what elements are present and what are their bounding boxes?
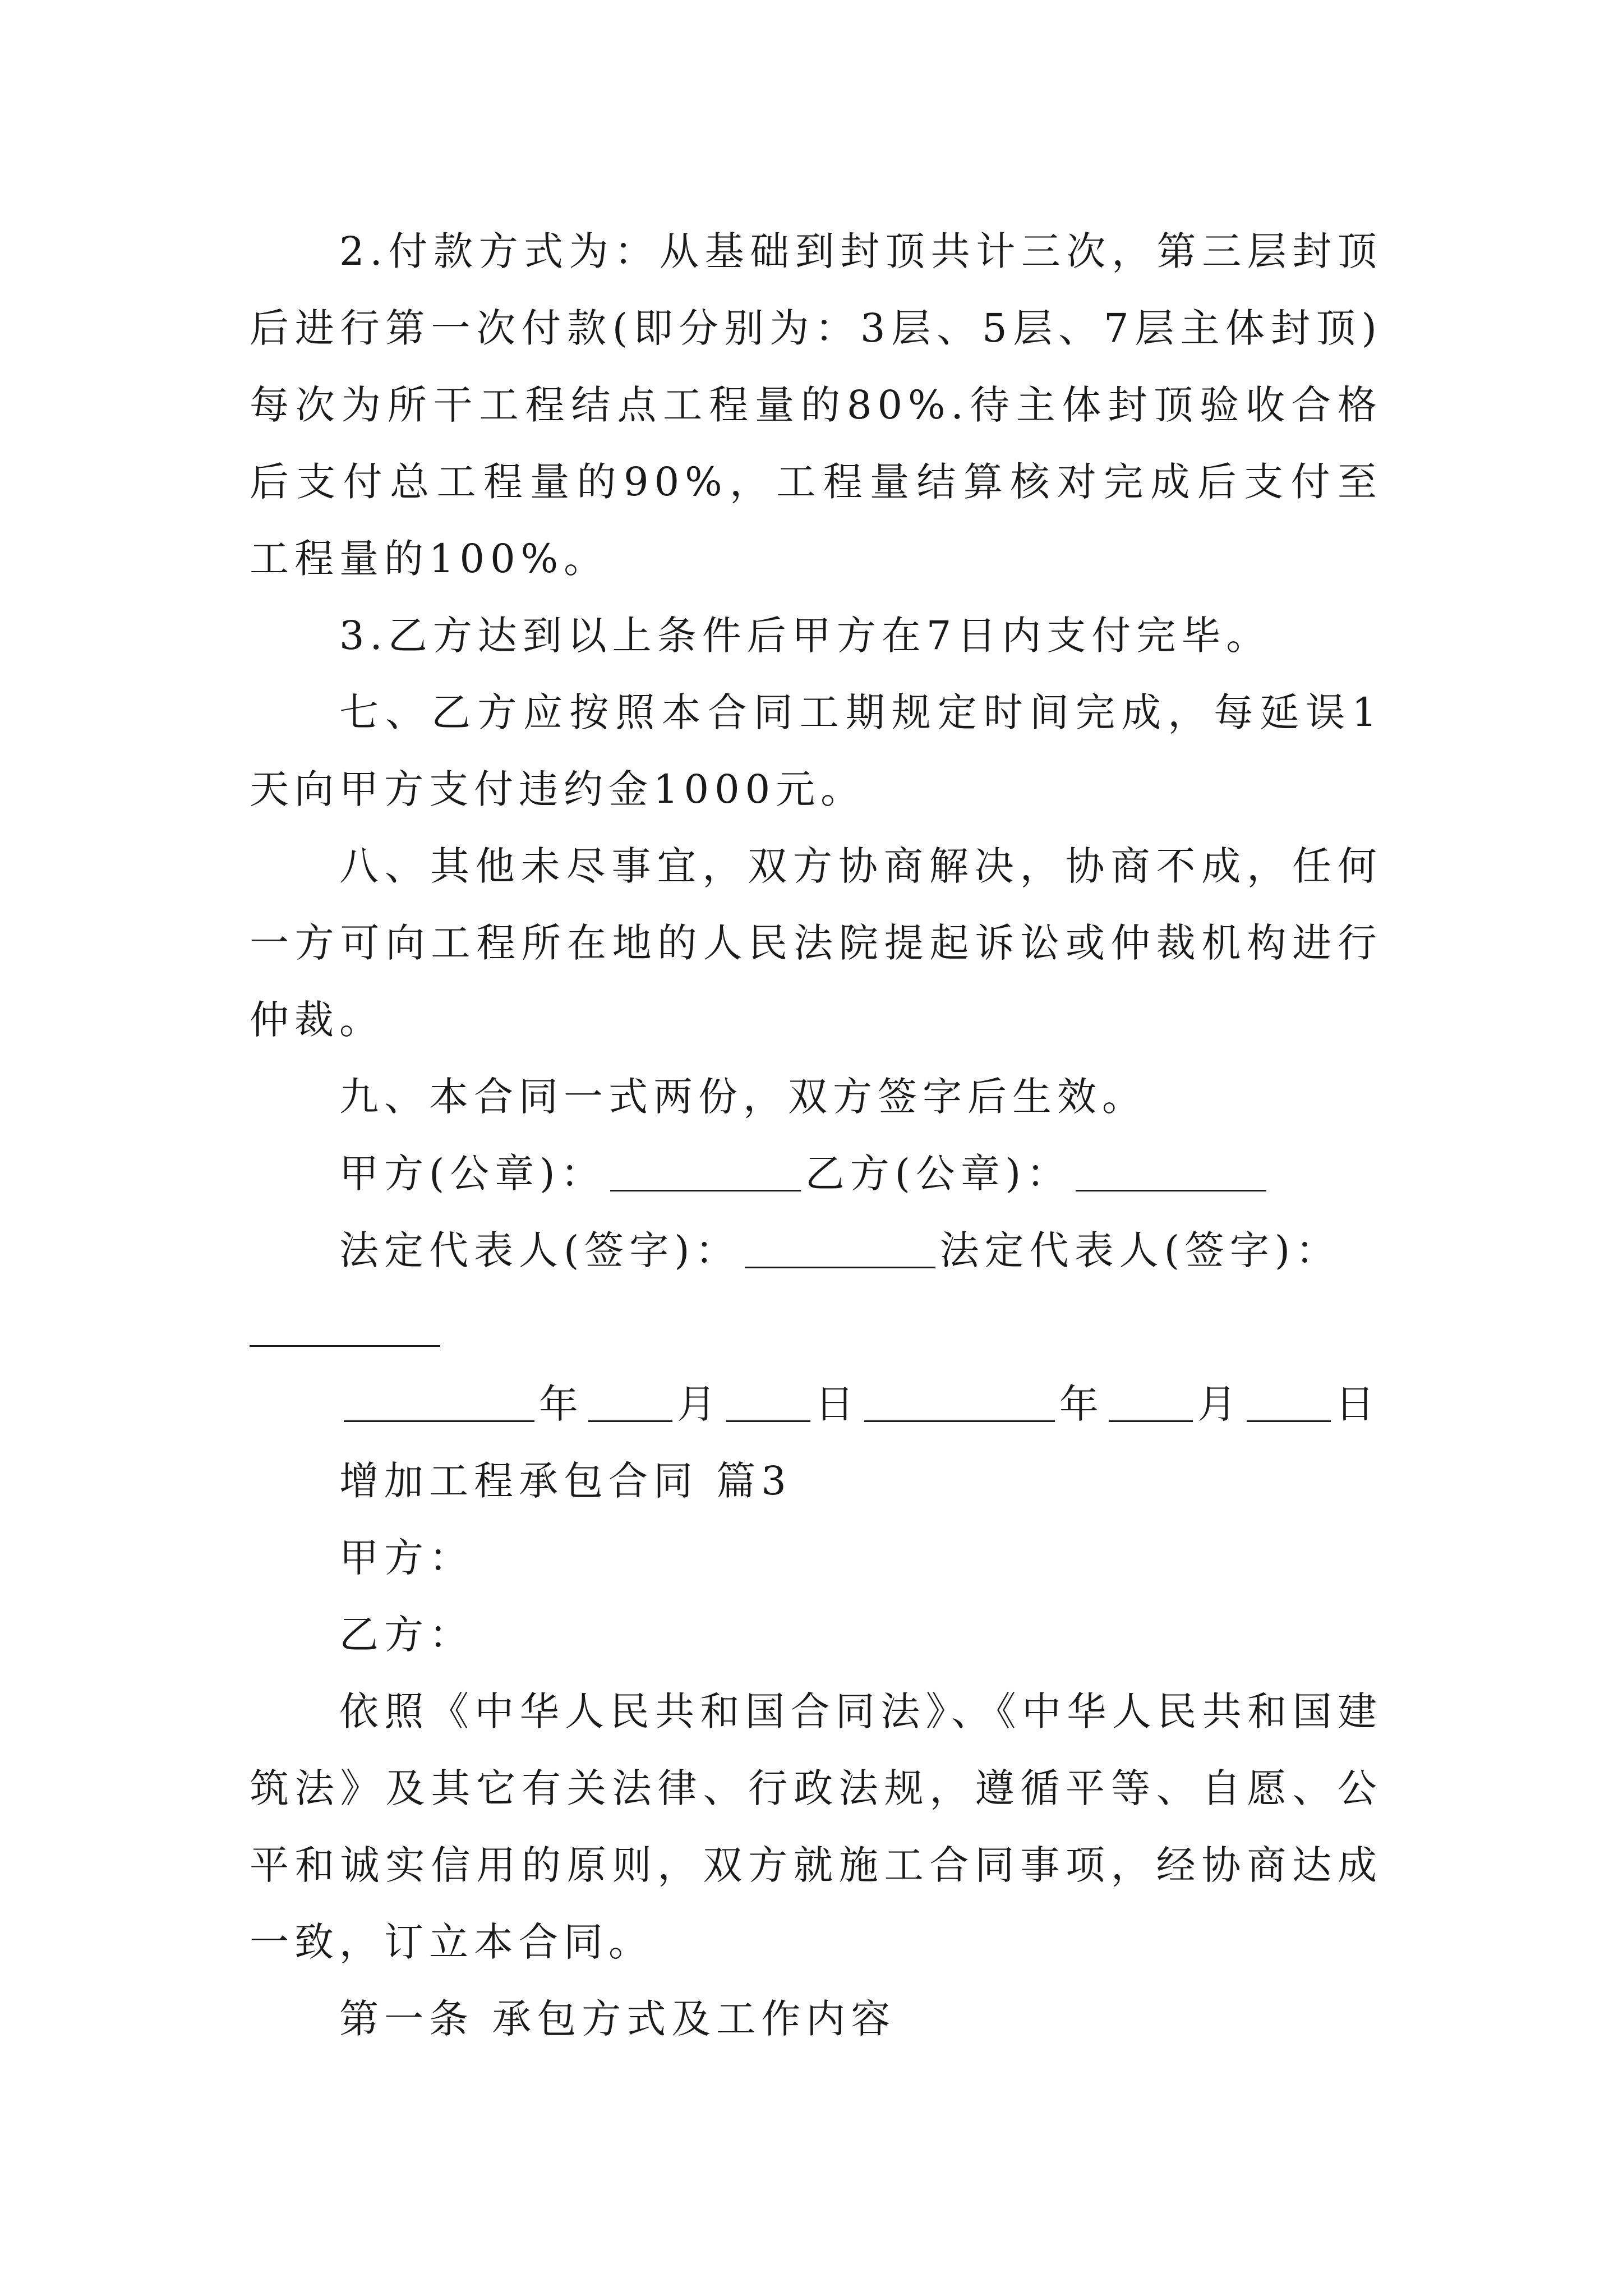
date-a-month-label: 月 — [677, 1381, 722, 1427]
date-b-year-blank[interactable] — [864, 1387, 1055, 1422]
clause-8-paragraph: 八、其他未尽事宜，双方协商解决，协商不成，任何一方可向工程所在地的人民法院提起诉讼或仲裁机构进行仲裁。 — [250, 843, 1382, 1043]
article-1-title: 第一条 承包方式及工作内容 — [339, 1996, 896, 2042]
date-a-day-label: 日 — [815, 1381, 860, 1427]
date-a-year-blank[interactable] — [344, 1387, 534, 1422]
section-3-title: 增加工程承包合同 篇3 — [339, 1458, 792, 1504]
legal-rep-a-label: 法定代表人(签字)： — [339, 1227, 740, 1273]
legal-rep-a-blank[interactable] — [745, 1233, 935, 1268]
clause-7-paragraph: 七、乙方应按照本合同工期规定时间完成，每延误1天向甲方支付违约金1000元。 — [250, 689, 1382, 812]
date-a-year-label: 年 — [539, 1381, 584, 1427]
party-a-seal-blank[interactable] — [610, 1156, 801, 1191]
legal-rep-b-label: 法定代表人(签字)： — [939, 1227, 1341, 1273]
date-b-month-label: 月 — [1197, 1381, 1242, 1427]
party-b-seal-label: 乙方(公章)： — [805, 1151, 1072, 1197]
payment-method-paragraph: 2.付款方式为：从基础到封顶共计三次，第三层封顶后进行第一次付款(即分别为：3层、5层、7层主体封顶)每次为所干工程结点工程量的80%.待主体封顶验收合格后支付总工程量的90%，工程量结算核对完成后支付至工程量的100%。 — [250, 228, 1382, 582]
section-3-party-a: 甲方： — [339, 1535, 474, 1581]
legal-rep-b-blank[interactable] — [250, 1312, 440, 1347]
section-3-preamble: 依照《中华人民共和国合同法》、《中华人民共和国建筑法》及其它有关法律、行政法规，遵循平等、自愿、公平和诚实信用的原则，双方就施工合同事项，经协商达成一致，订立本合同。 — [250, 1688, 1382, 1965]
legal-rep-b-blank-row — [250, 1289, 1382, 1366]
document-body — [250, 213, 1382, 2058]
date-line — [250, 1366, 1382, 1443]
party-b-seal-blank[interactable] — [1076, 1156, 1266, 1191]
legal-rep-line — [250, 1212, 1382, 1289]
payment-deadline-paragraph: 3.乙方达到以上条件后甲方在7日内支付完毕。 — [339, 613, 1271, 659]
seal-line — [250, 1135, 1382, 1212]
section-3-party-b: 乙方： — [339, 1612, 474, 1658]
clause-9-paragraph: 九、本合同一式两份，双方签字后生效。 — [339, 1074, 1147, 1120]
party-a-seal-label: 甲方(公章)： — [339, 1151, 606, 1197]
date-b-year-label: 年 — [1059, 1381, 1104, 1427]
date-b-day-blank[interactable] — [1247, 1387, 1331, 1422]
date-b-month-blank[interactable] — [1109, 1387, 1193, 1422]
date-b-day-label: 日 — [1335, 1381, 1380, 1427]
date-a-month-blank[interactable] — [588, 1387, 672, 1422]
date-a-day-blank[interactable] — [726, 1387, 810, 1422]
